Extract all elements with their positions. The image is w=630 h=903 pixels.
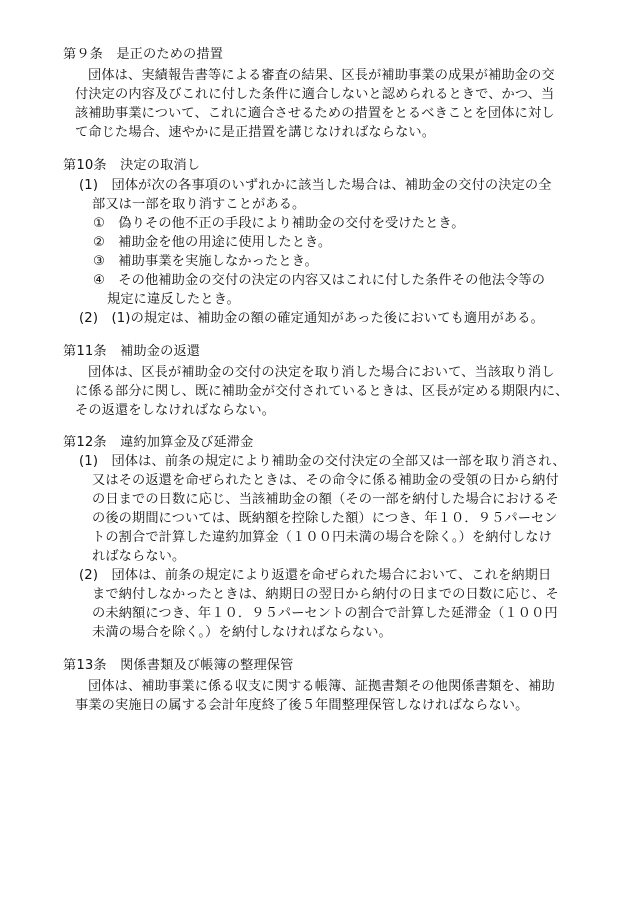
article-12-title: 第12条 違約加算金及び延滞金 [63,435,254,450]
article-10-title: 第10条 決定の取消し [63,158,201,173]
article-13-title: 第13条 関係書類及び帳簿の整理保管 [63,658,294,673]
article-10-line-8: (2) (1)の規定は、補助金の額の確定通知があった後においても適用がある。 [79,311,544,326]
article-9-line-1: 団体は、実績報告書等による審査の結果、区長が補助事業の成果が補助金の交 [88,68,555,83]
article-10-line-5: ③ 補助事業を実施しなかったとき。 [93,254,318,269]
article-12-line-10: 未満の場合を除く。）を納付しなければならない。 [92,625,392,640]
article-11-title: 第11条 補助金の返還 [63,344,201,359]
article-12-line-5: トの割合で計算した違約加算金（１００円未満の場合を除く。）を納付しなけ [92,530,552,545]
article-10-line-6: ④ その他補助金の交付の決定の内容又はこれに付した条件その他法令等の [93,273,546,288]
article-12-line-2: 又はその返還を命ぜられたときは、その命令に係る補助金の受領の日から納付 [92,473,559,488]
article-9-line-2: 付決定の内容及びこれに付した条件に適合しないと認められるときで、かつ、当 [75,87,555,102]
article-13-line-1: 団体は、補助事業に係る収支に関する帳簿、証拠書類その他関係書類を、補助 [88,679,555,694]
article-10-line-4: ② 補助金を他の用途に使用したとき。 [93,235,332,250]
article-10-line-3: ① 偽りその他不正の手段により補助金の交付を受けたとき。 [93,216,465,231]
article-13-line-2: 事業の実施日の属する会計年度終了後５年間整理保管しなければならない。 [75,698,529,713]
article-12-line-9: の未納額につき、年１０．９５パーセントの割合で計算した延滞金（１００円 [92,606,558,621]
article-9-line-3: 該補助事業について、これに適合させるための措置をとるべきことを団体に対し [75,106,555,121]
article-10-line-2: 部又は一部を取り消すことがある。 [92,197,306,212]
article-12-line-4: の後の期間については、既納額を控除した額）につき、年１０．９５パーセン [92,511,558,526]
article-12-line-1: (1) 団体は、前条の規定により補助金の交付決定の全部又は一部を取り消され、 [79,454,566,469]
article-12-line-8: まで納付しなかったときは、納期日の翌日から納付の日までの日数に応じ、そ [92,587,559,602]
article-11-line-2: に係る部分に関し、既に補助金が交付されているときは、区長が定める期限内に、 [75,384,569,399]
article-12-line-7: (2) 団体は、前条の規定により返還を命ぜられた場合において、これを納期日 [79,568,552,583]
article-11-line-3: その返還をしなければならない。 [75,403,276,418]
article-10-line-1: (1) 団体が次の各事項のいずれかに該当した場合は、補助金の交付の決定の全 [79,178,552,193]
article-12-line-6: ればならない。 [92,549,186,564]
article-9-title: 第９条 是正のための措置 [63,47,224,62]
article-11-line-1: 団体は、区長が補助金の交付の決定を取り消した場合において、当該取り消し [88,365,555,380]
article-12-line-3: の日までの日数に応じ、当該補助金の額（その一部を納付した場合におけるそ [92,492,559,507]
article-10-line-7: 規定に違反したとき。 [107,292,240,307]
article-9-line-4: て命じた場合、速やかに是正措置を講じなければならない。 [75,125,436,140]
